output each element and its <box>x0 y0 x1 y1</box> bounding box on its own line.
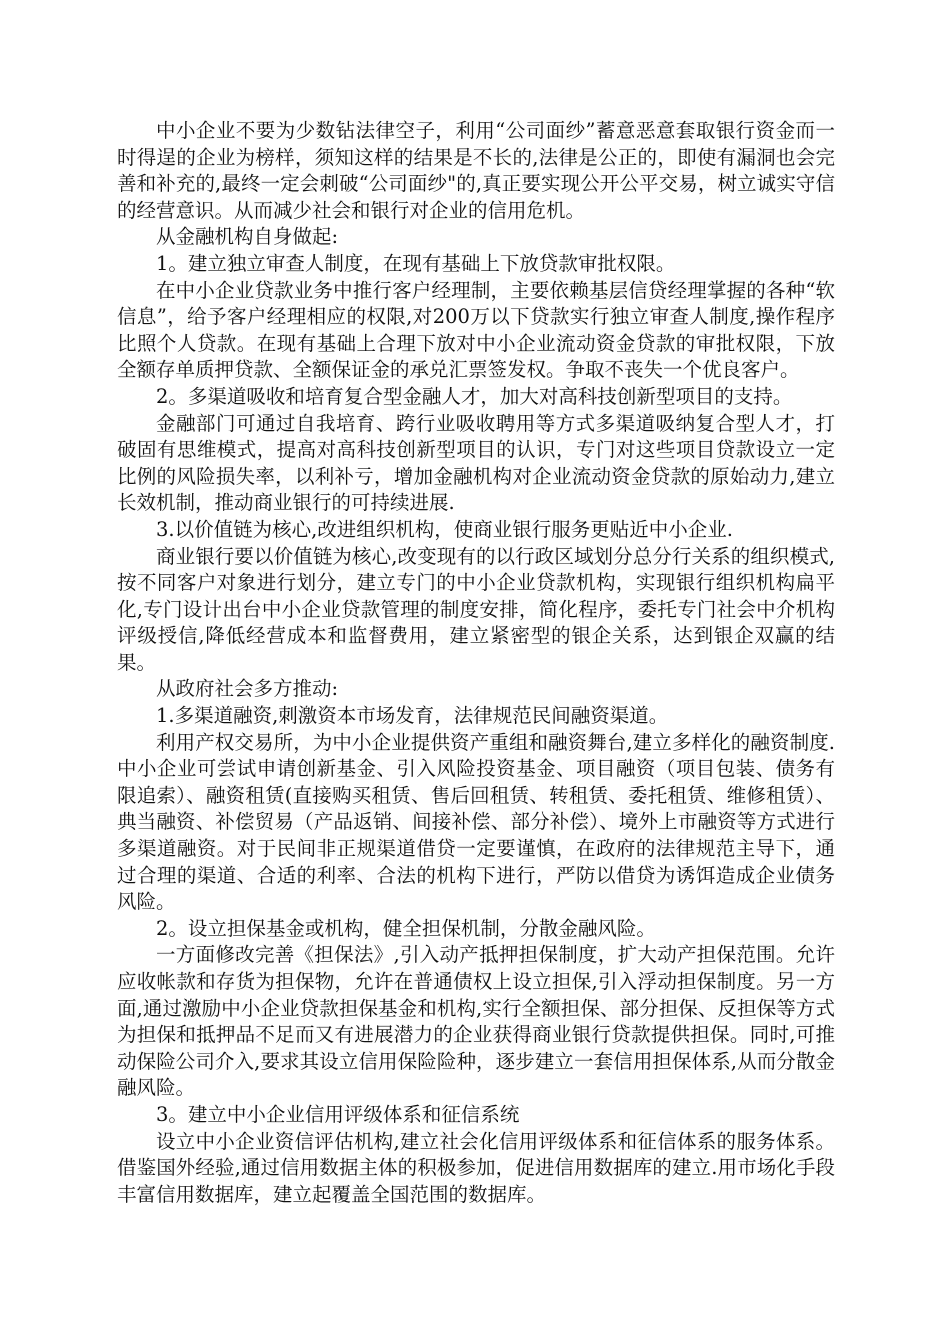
item-heading-1: 1。建立独立审查人制度，在现有基础上下放贷款审批权限。 <box>156 251 676 275</box>
item-heading-5: 2。设立担保基金或机构，健全担保机制，分散金融风险。 <box>156 916 656 940</box>
item-body-4: 利用产权交易所，为中小企业提供资产重组和融资舞台,建立多样化的融资制度.中小企业可尝试申请创新基金、引入风险投资基金、项目融资（项目包装、债务有限追索）、融资租赁(直接购买租赁、售后回租赁、转租赁、委托租赁、维修租赁）、典当融资、补偿贸易（产品返销、间接补偿、部分补偿）、境外上市融资等方式进行多渠道融资。对于民间非正规渠道借贷一定要谨慎，在政府的法律规范主导下，通过合理的渠道、合适的利率、合法的机构下进行，严防以借贷为诱饵造成企业债务风险。 <box>117 730 835 914</box>
item-body-5: 一方面修改完善《担保法》,引入动产抵押担保制度，扩大动产担保范围。允许应收帐款和存货为担保物，允许在普通债权上设立担保,引入浮动担保制度。另一方面,通过激励中小企业贷款担保基金和机构,实行全额担保、部分担保、反担保等方式为担保和抵押品不足而又有进展潜力的企业获得商业银行贷款提供担保。同时,可推动保险公司介入,要求其设立信用保险险种，逐步建立一套信用担保体系,从而分散金融风险。 <box>117 943 835 1100</box>
item-body-6: 设立中小企业资信评估机构,建立社会化信用评级体系和征信体系的服务体系。借鉴国外经验,通过信用数据主体的积极参加，促进信用数据库的建立.用市场化手段丰富信用数据库，建立起覆盖全国范围的数据库。 <box>117 1129 835 1206</box>
item-body-2: 金融部门可通过自我培育、跨行业吸收聘用等方式多渠道吸纳复合型人才，打破固有思维模式，提高对高科技创新型项目的认识，专门对这些项目贷款设立一定比例的风险损失率，以利补亏，增加金融机构对企业流动资金贷款的原始动力,建立长效机制，推动商业银行的可持续进展. <box>117 411 835 515</box>
item-body-3: 商业银行要以价值链为核心,改变现有的以行政区域划分总分行关系的组织模式,按不同客户对象进行划分，建立专门的中小企业贷款机构，实现银行组织机构扁平化,专门设计出台中小企业贷款管理的制度安排，简化程序，委托专门社会中介机构评级授信,降低经营成本和监督费用，建立紧密型的银企关系，达到银企双赢的结果。 <box>117 544 835 674</box>
item-body-1: 在中小企业贷款业务中推行客户经理制，主要依赖基层信贷经理掌握的各种“软信息”，给予客户经理相应的权限,对200万以下贷款实行独立审查人制度,操作程序比照个人贷款。在现有基础上合理下放对中小企业流动资金贷款的审批权限，下放全额存单质押贷款、全额保证金的承兑汇票签发权。争取不丧失一个优良客户。 <box>117 278 835 382</box>
item-heading-4: 1.多渠道融资,刺激资本市场发育，法律规范民间融资渠道。 <box>156 704 669 728</box>
document-body <box>117 118 835 1208</box>
item-heading-6: 3。建立中小企业信用评级体系和征信系统 <box>156 1102 520 1126</box>
paragraph-intro: 中小企业不要为少数钻法律空子，利用“公司面纱”蓄意恶意套取银行资金而一时得逞的企业为榜样，须知这样的结果是不长的,法律是公正的，即使有漏洞也会完善和补充的,最终一定会刺破“公司面纱"的,真正要实现公开公平交易，树立诚实守信的经营意识。从而减少社会和银行对企业的信用危机。 <box>117 119 835 222</box>
item-heading-2: 2。多渠道吸收和培育复合型金融人才，加大对高科技创新型项目的支持。 <box>156 384 793 408</box>
item-heading-3: 3.以价值链为核心,改进组织机构，使商业银行服务更贴近中小企业. <box>156 517 734 541</box>
section-heading-financial-institutions: 从金融机构自身做起: <box>156 225 339 249</box>
section-heading-government-society: 从政府社会多方推动: <box>156 677 339 701</box>
